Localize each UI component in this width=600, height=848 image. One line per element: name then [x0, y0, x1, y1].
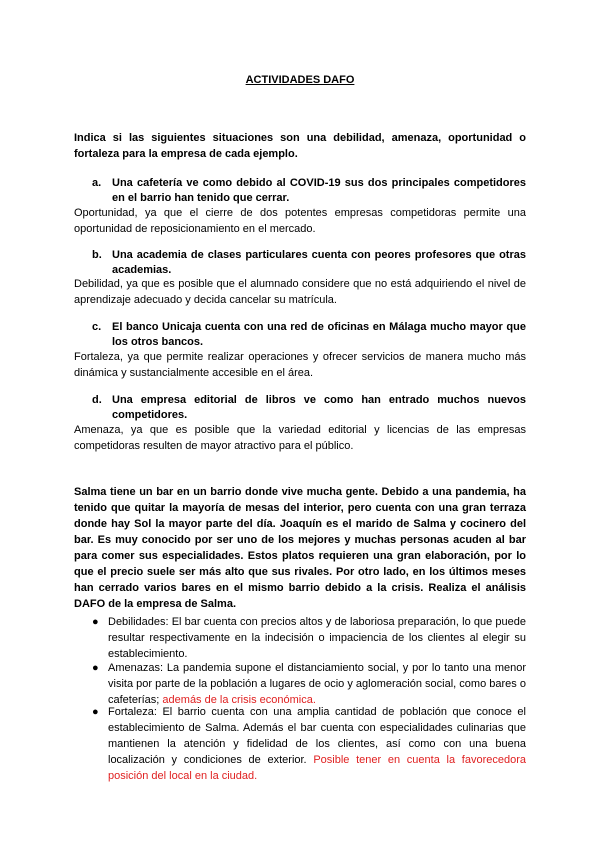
case-study: Salma tiene un bar en un barrio donde vive mucha gente. Debido a una pandemia, ha tenido que quitar la mayoría de mesas del interior, pero cuenta con una gran terraza donde hay Sol la mayor parte del día. Joaquín es el marido de Salma y cocinero del bar. Es muy conocido por ser uno de los mejores y muchas personas acuden al bar para comer sus especialidades. Estos platos requieren una gran elaboración, por lo que el precio suele ser más alto que sus rivales. Por otro lado, en los últimos meses han cerrado varios bares en el mismo barrio debido a la crisis. Realiza el análisis DAFO de la empresa de Salma.: [74, 486, 526, 610]
bullet-amenazas: [92, 660, 526, 708]
question-label: b.: [92, 249, 102, 261]
question-b: [92, 248, 526, 278]
bullet-text: Fortaleza: El barrio cuenta con una amplia cantidad de población que conoce el establecimiento de Salma. Además el bar cuenta con especialidades culinarias que mantienen la atención y fidelidad de los clientes, así como con una buena localización y condiciones de exterior. Posible tener en cuenta la favorecedora posición del local en la ciudad.: [108, 706, 526, 782]
instructions: Indica si las siguientes situaciones son una debilidad, amenaza, oportunidad o fortaleza para la empresa de cada ejemplo.: [74, 132, 526, 160]
highlight-note: Posible tener en cuenta la favorecedora posición del local en la ciudad.: [108, 754, 526, 782]
question-label: a.: [92, 177, 102, 189]
answer-d: Amenaza, ya que es posible que la variedad editorial y licencias de las empresas competidoras resulten de mayor atractivo para el público.: [74, 424, 526, 452]
question-label: d.: [92, 394, 102, 406]
question-text: Una cafetería ve como debido al COVID-19 sus dos principales competidores en el barrio han tenido que cerrar.: [112, 177, 526, 204]
bullet-icon: ●: [92, 616, 99, 628]
bullet-text: Debilidades: El bar cuenta con precios altos y de laboriosa preparación, lo que puede resultar respectivamente en la indecisión o impaciencia de los clientes al elegir su establecimiento.: [108, 616, 526, 660]
bullet-debilidades: [92, 614, 526, 662]
answer-c: Fortaleza, ya que permite realizar operaciones y ofrecer servicios de manera mucho más dinámica y sustancialmente accesible en el área.: [74, 351, 526, 379]
answer-b: Debilidad, ya que es posible que el alumnado considere que no está adquiriendo el nivel de aprendizaje adecuado y decida cancelar su matrícula.: [74, 278, 526, 306]
question-label: c.: [92, 321, 102, 333]
question-d: [92, 393, 526, 423]
answer-a: Oportunidad, ya que el cierre de dos potentes empresas competidoras permite una oportunidad de reposicionamiento en el mercado.: [74, 207, 526, 235]
question-text: Una empresa editorial de libros ve como han entrado muchos nuevos competidores.: [112, 394, 526, 421]
highlight-note: además de la crisis económica.: [162, 694, 316, 706]
question-text: Una academia de clases particulares cuenta con peores profesores que otras academias.: [112, 249, 526, 276]
bullet-text: Amenazas: La pandemia supone el distanciamiento social, y por lo tanto una menor visita por parte de la población a lugares de ocio y aglomeración social, como bares o cafeterías; además de la crisis económica.: [108, 662, 526, 706]
page-title: ACTIVIDADES DAFO: [245, 74, 355, 86]
question-a: [92, 176, 526, 206]
question-c: [92, 320, 526, 350]
question-text: El banco Unicaja cuenta con una red de oficinas en Málaga mucho mayor que los otros bancos.: [112, 321, 526, 348]
bullet-fortaleza: [92, 704, 526, 784]
bullet-icon: ●: [92, 706, 99, 718]
bullet-icon: ●: [92, 662, 99, 674]
